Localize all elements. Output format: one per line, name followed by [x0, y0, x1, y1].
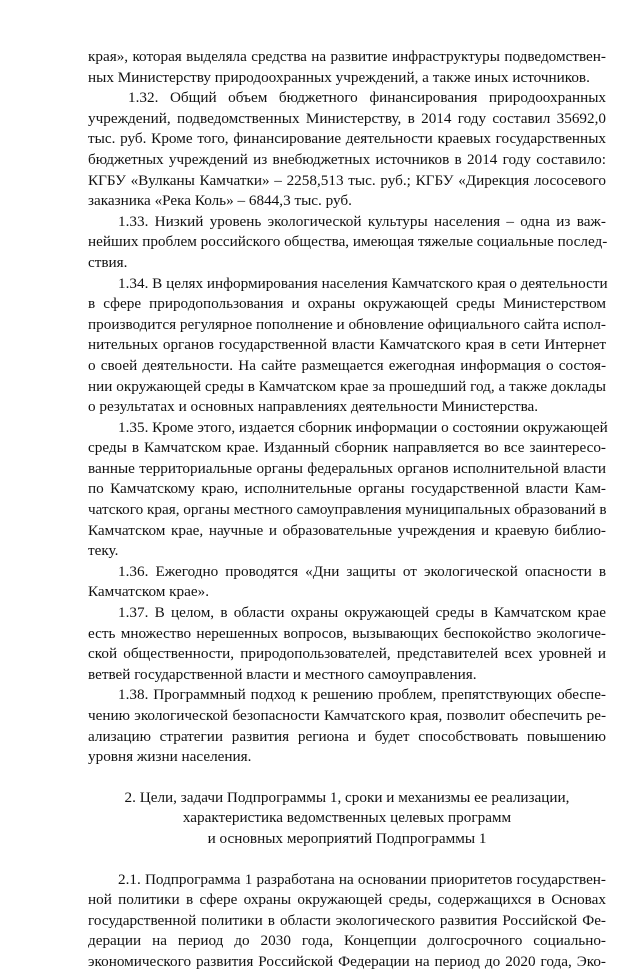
- text-line: ных Министерству природоохранных учреждений, а также иных источников.: [88, 68, 590, 86]
- text-line: 1.33. Низкий уровень экологической культуры населения – одна из важ-: [118, 212, 606, 230]
- text-line: 1.37. В целом, в области охраны окружающей среды в Камчатском крае: [118, 604, 606, 622]
- text-line: нии окружающей среды в Камчатском крае за прошедший год, а также доклады: [88, 377, 606, 395]
- text-line: тыс. руб. Кроме того, финансирование деятельности краевых государственных: [88, 130, 606, 148]
- text-line: 1.36. Ежегодно проводятся «Дни защиты от экологической опасности в: [118, 562, 606, 580]
- text-line: бюджетных учреждений из внебюджетных источников в 2014 году составило:: [88, 150, 606, 168]
- section-gap: [88, 768, 606, 788]
- text-line: заказника «Река Коль» – 6844,3 тыс. руб.: [88, 192, 352, 210]
- paragraph: [88, 685, 606, 767]
- text-line: производится регулярное пополнение и обновление официального сайта испол-: [88, 315, 606, 333]
- paragraph: [88, 212, 606, 274]
- text-line: Камчатском крае».: [88, 583, 209, 601]
- text-line: по Камчатскому краю, исполнительные органы государственной власти Кам-: [88, 480, 606, 498]
- section-gap: [88, 850, 606, 870]
- text-line: в сфере природопользования и охраны окружающей среды Министерством: [88, 295, 606, 313]
- text-line: 1.35. Кроме этого, издается сборник информации о состоянии окружающей: [118, 418, 608, 436]
- text-line: чению экологической безопасности Камчатского края, позволит обеспечить ре-: [88, 707, 606, 724]
- text-line: ской общественности, природопользователей, представителей всех уровней и: [88, 645, 606, 663]
- paragraph: [88, 870, 606, 973]
- heading-line: характеристика ведомственных целевых программ: [182, 809, 512, 827]
- text-line: 1.32. Общий объем бюджетного финансирования природоохранных: [128, 89, 606, 107]
- text-line: теку.: [88, 542, 119, 560]
- text-line: ванные территориальные органы федеральных органов исполнительной власти: [88, 459, 606, 477]
- text-line: нейших проблем российского общества, имеющая тяжелые социальные послед-: [88, 233, 608, 251]
- text-line: учреждений, подведомственных Министерству, в 2014 году составил 35692,0: [88, 109, 606, 127]
- text-line: уровня жизни населения.: [88, 748, 252, 766]
- paragraph: [88, 418, 606, 562]
- paragraph: [88, 562, 606, 603]
- text-line: чатского края, органы местного самоуправления муниципальных образований в: [88, 501, 607, 519]
- text-line: ализацию стратегии развития региона и будет способствовать повышению: [88, 727, 606, 745]
- text-line: экономического развития Российской Федерации на период до 2020 года, Эко-: [88, 952, 606, 970]
- text-line: 2.1. Подпрограмма 1 разработана на основании приоритетов государствен-: [118, 870, 606, 888]
- text-line: ствия.: [88, 253, 128, 271]
- text-line: среды в Камчатском крае. Изданный сборник направляется во все заинтересо-: [88, 439, 606, 457]
- text-line: 1.38. Программный подход к решению проблем, препятствующих обеспе-: [118, 686, 606, 704]
- text-line: Камчатском крае, научные и образовательные учреждения и краевую библио-: [88, 521, 606, 539]
- paragraph: [88, 88, 606, 212]
- paragraph: [88, 274, 606, 418]
- text-line: есть множество нерешенных вопросов, вызывающих беспокойство экологиче-: [88, 624, 606, 642]
- section-heading: [88, 788, 606, 850]
- paragraph: [88, 47, 606, 88]
- text-line: о своей деятельности. На сайте размещается ежегодная информация о состоя-: [88, 356, 606, 374]
- text-line: нительных органов государственной власти Камчатского края в сети Интернет: [88, 336, 606, 354]
- document-page: [88, 47, 606, 973]
- heading-line: 2. Цели, задачи Подпрограммы 1, сроки и механизмы ее реализации,: [124, 788, 570, 806]
- paragraph: [88, 603, 606, 685]
- text-line: 1.34. В целях информирования населения Камчатского края о деятельности: [118, 274, 608, 292]
- text-line: КГБУ «Вулканы Камчатки» – 2258,513 тыс. руб.; КГБУ «Дирекция лососевого: [88, 171, 606, 189]
- text-line: ной политики в сфере охраны окружающей среды, содержащихся в Основах: [88, 891, 606, 909]
- text-line: ветвей государственной власти и местного самоуправления.: [88, 665, 477, 683]
- text-line: государственной политики в области экологического развития Российской Фе-: [88, 911, 606, 929]
- heading-line: и основных мероприятий Подпрограммы 1: [207, 829, 487, 847]
- text-line: дерации на период до 2030 года, Концепции долгосрочного социально-: [88, 932, 606, 950]
- text-line: о результатах и основных направлениях деятельности Министерства.: [88, 398, 539, 416]
- text-line: края», которая выделяла средства на развитие инфраструктуры подведомствен-: [88, 48, 606, 65]
